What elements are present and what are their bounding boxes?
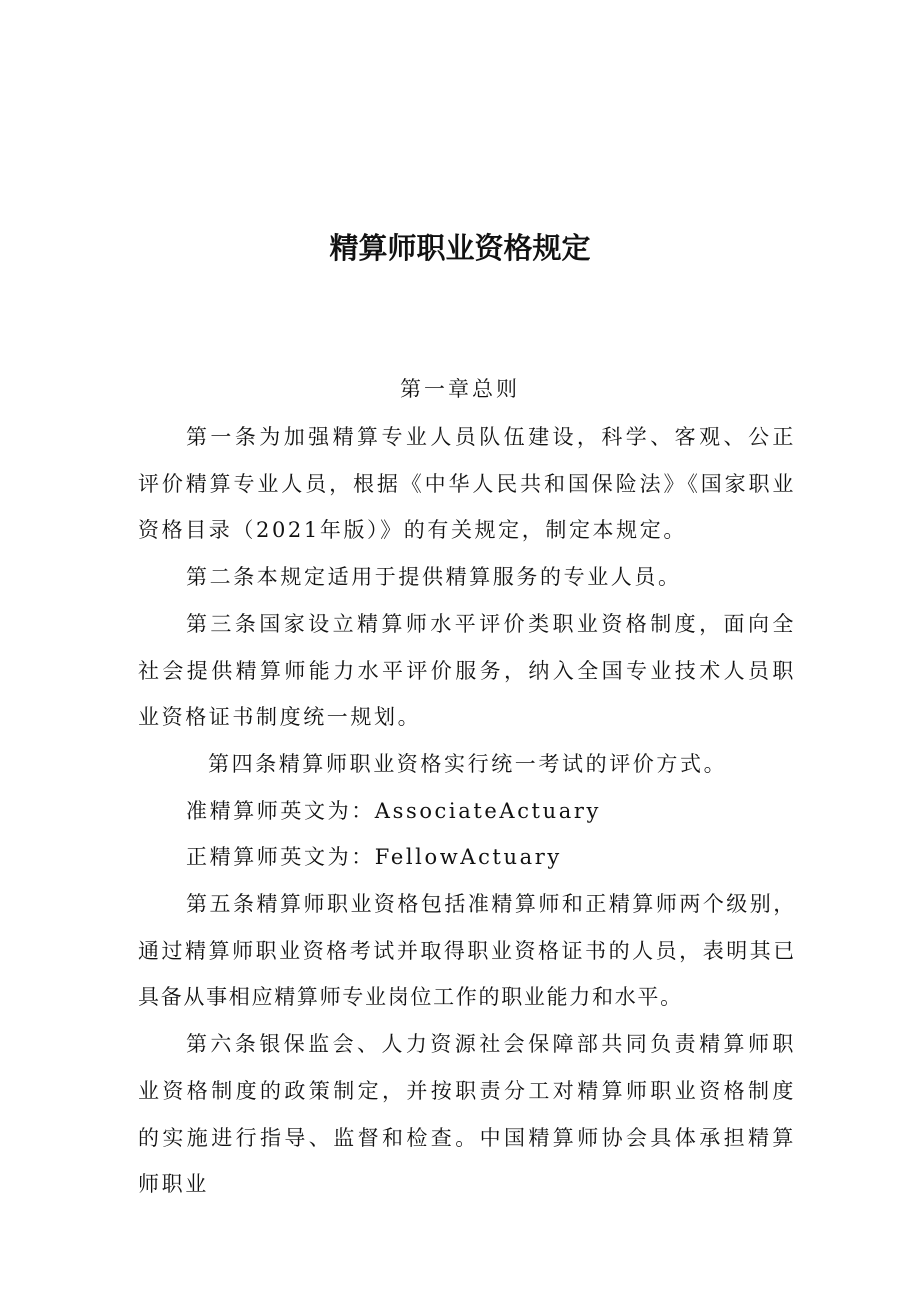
chapter-heading: 第一章总则 bbox=[400, 377, 520, 401]
article-4-paragraph: 第四条精算师职业资格实行统一考试的评价方式。 bbox=[208, 751, 728, 776]
article-3-paragraph: 第三条国家设立精算师水平评价类职业资格制度，面向全社会提供精算师能力水平评价服务，纳入全国专业技术人员职业资格证书制度统一规划。 bbox=[138, 611, 796, 730]
article-1-paragraph: 第一条为加强精算专业人员队伍建设，科学、客观、公正评价精算专业人员，根据《中华人民共和国保险法》《国家职业资格目录（2021年版）》的有关规定，制定本规定。 bbox=[138, 425, 796, 543]
article-5-paragraph: 第五条精算师职业资格包括准精算师和正精算师两个级别，通过精算师职业资格考试并取得职业资格证书的人员，表明其已具备从事相应精算师专业岗位工作的职业能力和水平。 bbox=[138, 892, 796, 1010]
associate-actuary-line: 准精算师英文为：AssociateActuary bbox=[186, 798, 601, 823]
article-6-paragraph: 第六条银保监会、人力资源社会保障部共同负责精算师职业资格制度的政策制定，并按职责分工对精算师职业资格制度的实施进行指导、监督和检查。中国精算师协会具体承担精算师职业 bbox=[138, 1032, 796, 1197]
fellow-actuary-line: 正精算师英文为：FellowActuary bbox=[186, 845, 562, 870]
document-body bbox=[138, 414, 796, 1208]
article-2-paragraph: 第二条本规定适用于提供精算服务的专业人员。 bbox=[186, 565, 682, 590]
document-title: 精算师职业资格规定 bbox=[329, 231, 591, 265]
